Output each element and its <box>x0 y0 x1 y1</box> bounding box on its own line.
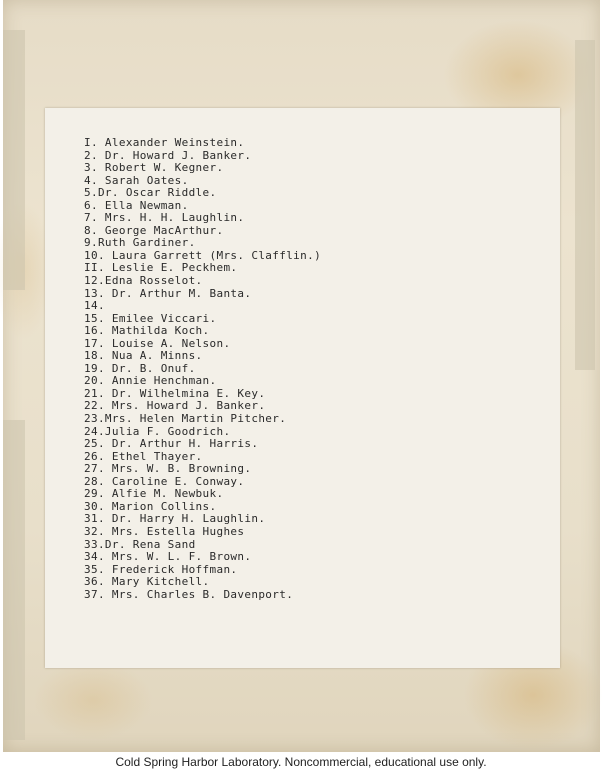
list-entry: 9.Ruth Gardiner. <box>84 236 196 250</box>
copyright-caption: Cold Spring Harbor Laboratory. Noncommercial, educational use only. <box>115 755 487 769</box>
list-entry: 18. Nua A. Minns. <box>84 349 203 363</box>
list-entry: 10. Laura Garrett (Mrs. Clafflin.) <box>84 248 322 262</box>
list-entry: 14. <box>84 299 105 313</box>
list-entry: 36. Mary Kitchell. <box>84 575 210 589</box>
list-entry: 24.Julia F. Goodrich. <box>84 424 231 438</box>
list-entry: 2. Dr. Howard J. Banker. <box>84 148 252 162</box>
list-entry: 7. Mrs. H. H. Laughlin. <box>84 211 245 225</box>
list-entry: 21. Dr. Wilhelmina E. Key. <box>84 386 266 400</box>
list-entry: 33.Dr. Rena Sand <box>84 537 196 551</box>
list-entry: 35. Frederick Hoffman. <box>84 562 238 576</box>
list-entry: 17. Louise A. Nelson. <box>84 336 231 350</box>
list-entry: 15. Emilee Viccari. <box>84 311 217 325</box>
list-entry: 20. Annie Henchman. <box>84 374 217 388</box>
name-list <box>84 137 321 601</box>
list-entry: 5.Dr. Oscar Riddle. <box>84 186 217 200</box>
list-entry: 3. Robert W. Kegner. <box>84 161 224 175</box>
list-entry: 22. Mrs. Howard J. Banker. <box>84 399 266 413</box>
list-entry: 13. Dr. Arthur M. Banta. <box>84 286 252 300</box>
list-entry: II. Leslie E. Peckhem. <box>84 261 238 275</box>
stain-mark <box>33 660 153 740</box>
list-entry: I. Alexander Weinstein. <box>84 136 245 149</box>
tape-strip <box>575 40 595 370</box>
list-entry: 6. Ella Newman. <box>84 198 189 212</box>
list-entry: 30. Marion Collins. <box>84 499 217 513</box>
list-entry: 8. George MacArthur. <box>84 223 224 237</box>
list-entry: 26. Ethel Thayer. <box>84 449 203 463</box>
list-entry: 23.Mrs. Helen Martin Pitcher. <box>84 412 287 426</box>
list-entry: 32. Mrs. Estella Hughes <box>84 524 245 538</box>
list-entry: 12.Edna Rosselot. <box>84 274 203 288</box>
list-entry: 25. Dr. Arthur H. Harris. <box>84 437 259 451</box>
list-entry: 16. Mathilda Koch. <box>84 324 210 338</box>
tape-strip <box>3 30 25 290</box>
list-entry: 4. Sarah Oates. <box>84 173 189 187</box>
list-entry: 27. Mrs. W. B. Browning. <box>84 462 252 476</box>
tape-strip <box>3 420 25 740</box>
list-entry: 29. Alfie M. Newbuk. <box>84 487 224 501</box>
list-entry: 31. Dr. Harry H. Laughlin. <box>84 512 266 526</box>
list-entry: 28. Caroline E. Conway. <box>84 474 245 488</box>
list-entry: 19. Dr. B. Onuf. <box>84 361 196 375</box>
list-entry: 37. Mrs. Charles B. Davenport. <box>84 587 294 601</box>
list-entry: 34. Mrs. W. L. F. Brown. <box>84 550 252 564</box>
